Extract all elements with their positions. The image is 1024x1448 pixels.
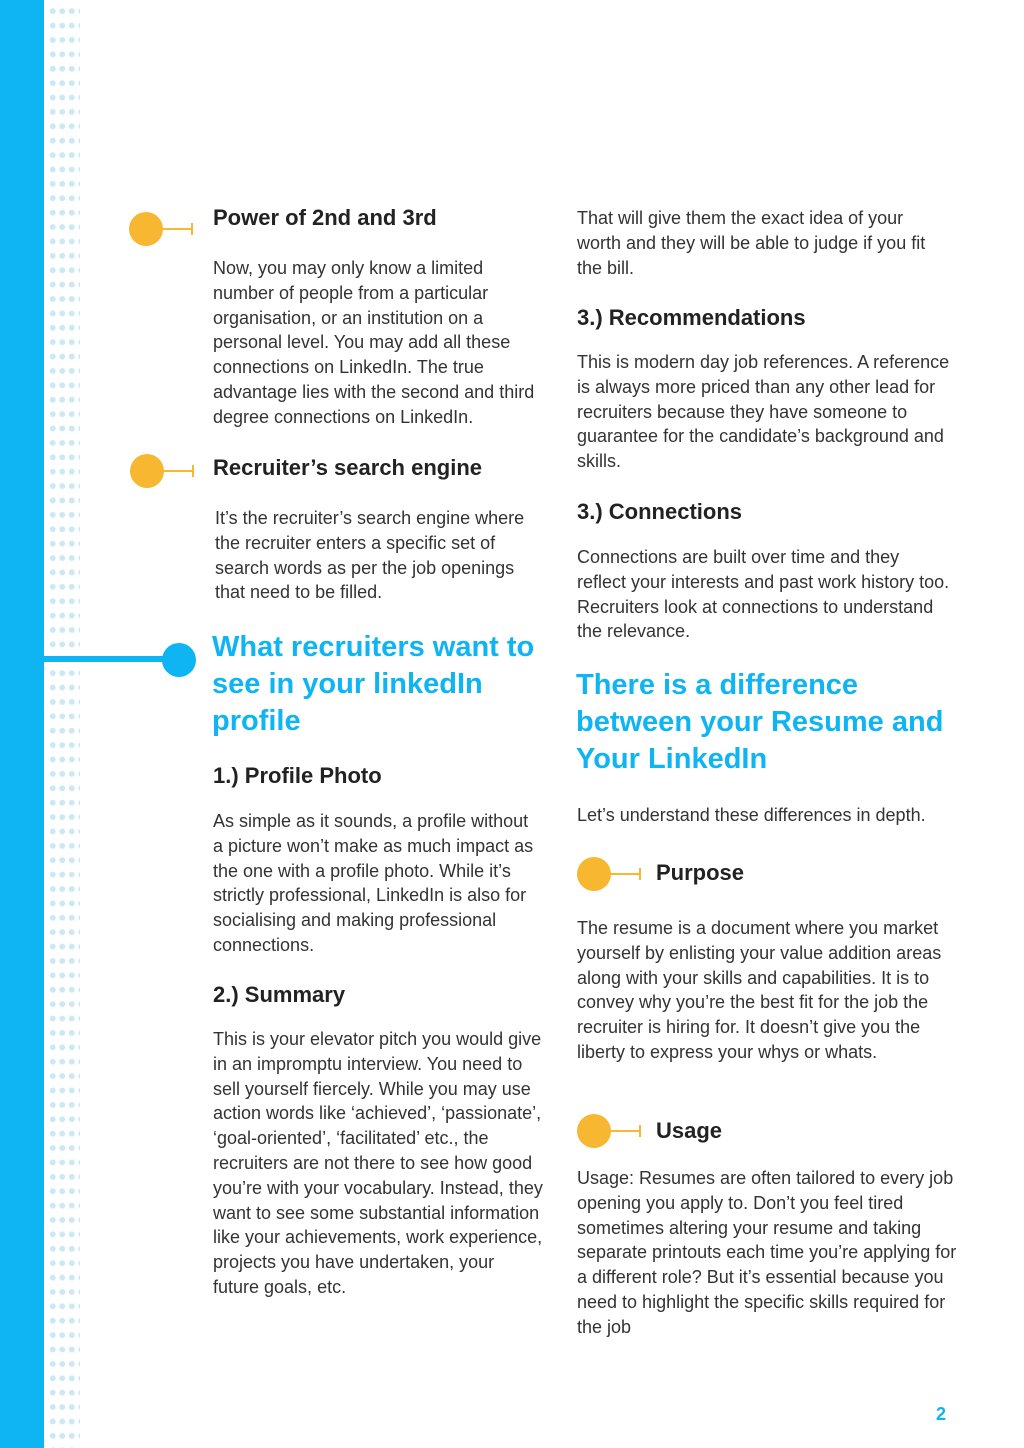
search-title: Recruiter’s search engine — [213, 455, 483, 480]
summary-text: This is your elevator pitch you would give in an impromptu interview. You need to sell yourself fiercely. While you may use action words like ‘achieved’, ‘passionate’, ‘goal-oriented’, ‘facilitated’ etc., the recruiters are not there to see how good you’re with your vocabulary. Instead, they want to see some substantial information like your achievements, work experience, projects you have undertaken, your future goals, etc. — [213, 1029, 543, 1297]
bullet-marker-icon — [129, 212, 197, 248]
diff-heading: There is a difference between your Resume and Your LinkedIn — [576, 669, 944, 775]
photo-text: As simple as it sounds, a profile without a picture won’t make as much impact as the one with a profile photo. While it’s strictly professional, LinkedIn is also for socialising and making professional connections. — [213, 811, 534, 955]
page-number: 2 — [936, 1404, 947, 1424]
power-text: Now, you may only know a limited number of people from a particular organisation, or an institution on a personal level. You may add all these connections on LinkedIn. The true advantage lies with the second and third degree connections on LinkedIn. — [213, 258, 535, 427]
recommend-title: 3.) Recommendations — [577, 305, 806, 330]
search-text: It’s the recruiter’s search engine where the recruiter enters a specific set of search words as per the job openings that need to be filled. — [215, 508, 525, 603]
connections-title: 3.) Connections — [577, 499, 743, 524]
photo-title: 1.) Profile Photo — [213, 763, 382, 788]
bullet-marker-icon — [577, 857, 645, 893]
left-accent-bar — [0, 0, 44, 1448]
bullet-marker-icon — [577, 1114, 645, 1150]
bullet-marker-icon — [130, 454, 198, 490]
power-title: Power of 2nd and 3rd — [213, 205, 437, 230]
dot-pattern — [46, 0, 80, 1448]
purpose-title: Purpose — [656, 860, 745, 885]
recommend-text: This is modern day job references. A reference is always more priced than any other lead for recruiters because they have someone to guarantee for the candidate’s background and skills. — [577, 352, 950, 472]
usage-text: Usage: Resumes are often tailored to every job opening you apply to. Don’t you feel tired sometimes altering your resume and taking separate printouts each time you’re applying for a different role? But it’s essential because you need to highlight the specific skills required for the job — [577, 1168, 957, 1337]
intro-text: That will give them the exact idea of your worth and they will be able to judge if you fit the bill. — [577, 208, 926, 278]
summary-title: 2.) Summary — [213, 982, 346, 1007]
usage-title: Usage — [656, 1118, 723, 1143]
diff-text: Let’s understand these differences in depth. — [577, 805, 926, 825]
want-heading: What recruiters want to see in your linkedIn profile — [212, 631, 535, 737]
purpose-text: The resume is a document where you market yourself by enlisting your value addition areas along with your skills and capabilities. It is to convey why you’re the best fit for the job the recruiter is hiring for. It doesn’t give you the liberty to express your whys or whats. — [577, 918, 942, 1062]
section-connector-dot — [162, 643, 196, 677]
connections-text: Connections are built over time and they reflect your interests and past work history too. Recruiters look at connections to understand the relevance. — [577, 547, 950, 642]
